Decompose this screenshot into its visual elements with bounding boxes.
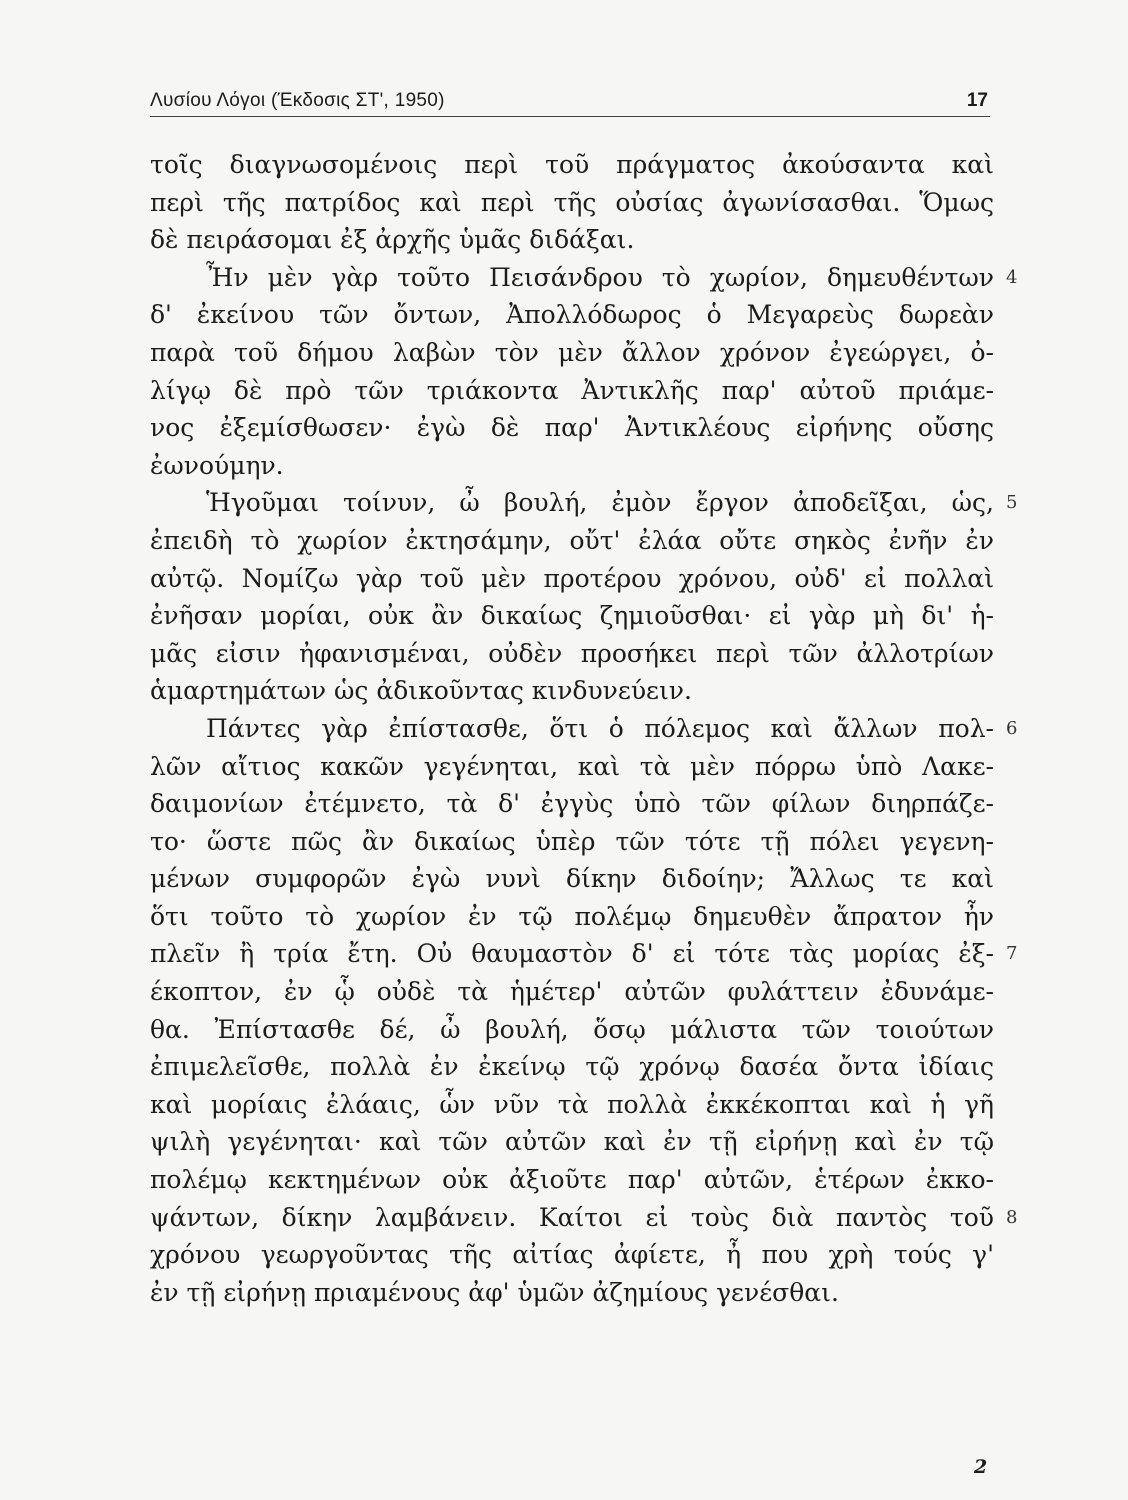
text-line bbox=[150, 898, 994, 936]
line-text: μένων συμφορῶν ἐγὼ νυνὶ δίκην διδοίην; Ἄλλως τε καὶ bbox=[150, 864, 994, 894]
text-line bbox=[150, 146, 994, 184]
text-line bbox=[150, 1236, 994, 1274]
line-text: Ἦν μὲν γὰρ τοῦτο Πεισάνδρου τὸ χωρίον, δημευθέντων bbox=[206, 262, 994, 292]
text-line bbox=[150, 823, 994, 861]
line-text: πολέμῳ κεκτημένων οὐκ ἀξιοῦτε παρ' αὐτῶν, ἑτέρων ἐκκο- bbox=[150, 1165, 994, 1195]
line-text: αὐτῷ. Νομίζω γὰρ τοῦ μὲν προτέρου χρόνου, οὐδ' εἰ πολλαὶ bbox=[150, 563, 994, 593]
text-line bbox=[150, 860, 994, 898]
text-line bbox=[150, 672, 994, 710]
text-line bbox=[150, 447, 994, 485]
text-line bbox=[150, 635, 994, 673]
header-title: Λυσίου Λόγοι (Έκδοσις ΣΤ', 1950) bbox=[150, 90, 445, 111]
text-line bbox=[150, 785, 994, 823]
section-number: 6 bbox=[1006, 717, 1018, 739]
line-text: το· ὥστε πῶς ἂν δικαίως ὑπὲρ τῶν τότε τῇ πόλει γεγενη- bbox=[150, 826, 994, 856]
text-line bbox=[150, 597, 994, 635]
text-line bbox=[150, 748, 994, 786]
text-line bbox=[150, 560, 994, 598]
section-number: 5 bbox=[1006, 492, 1018, 514]
line-text: ἐπιμελεῖσθε, πολλὰ ἐν ἐκείνῳ τῷ χρόνῳ δασέα ὄντα ἰδίαις bbox=[150, 1052, 994, 1082]
text-line bbox=[150, 409, 994, 447]
line-text: δ' ἐκείνου τῶν ὄντων, Ἀπολλόδωρος ὁ Μεγαρεὺς δωρεὰν bbox=[150, 300, 994, 330]
text-line bbox=[150, 184, 994, 222]
line-text: πλεῖν ἢ τρία ἔτη. Οὐ θαυμαστὸν δ' εἰ τότε τὰς μορίας ἐξ- bbox=[150, 939, 994, 969]
text-line bbox=[150, 259, 1018, 297]
text-line bbox=[150, 221, 994, 259]
text-line bbox=[150, 372, 994, 410]
text-line bbox=[150, 935, 1018, 973]
text-line bbox=[150, 1199, 1018, 1237]
line-text: ψιλὴ γεγένηται· καὶ τῶν αὐτῶν καὶ ἐν τῇ εἰρήνῃ καὶ ἐν τῷ bbox=[150, 1127, 994, 1157]
line-text: τοῖς διαγνωσομένοις περὶ τοῦ πράγματος ἀκούσαντα καὶ bbox=[150, 150, 994, 179]
text-line bbox=[150, 334, 994, 372]
text-line bbox=[150, 1274, 994, 1312]
body-text bbox=[150, 146, 1018, 1311]
line-text: δὲ πειράσομαι ἐξ ἀρχῆς ὑμᾶς διδάξαι. bbox=[150, 225, 635, 255]
line-text: Πάντες γὰρ ἐπίστασθε, ὅτι ὁ πόλεμος καὶ ἄλλων πολ- bbox=[206, 713, 994, 743]
line-text: περὶ τῆς πατρίδος καὶ περὶ τῆς οὐσίας ἀγωνίσασθαι. Ὅμως bbox=[150, 187, 994, 217]
line-text: μᾶς εἰσιν ἠφανισμέναι, οὐδὲν προσήκει περὶ τῶν ἀλλοτρίων bbox=[150, 638, 994, 668]
line-text: παρὰ τοῦ δήμου λαβὼν τὸν μὲν ἄλλον χρόνον ἐγεώργει, ὀ- bbox=[150, 337, 994, 367]
line-text: ἐν τῇ εἰρήνῃ πριαμένους ἀφ' ὑμῶν ἀζημίους γενέσθαι. bbox=[150, 1277, 839, 1307]
line-text: ἐπειδὴ τὸ χωρίον ἐκτησάμην, οὔτ' ἐλάα οὔτε σηκὸς ἐνῆν ἐν bbox=[150, 525, 994, 555]
text-line bbox=[150, 1011, 994, 1049]
line-text: ἐνῆσαν μορίαι, οὐκ ἂν δικαίως ζημιοῦσθαι· εἰ γὰρ μὴ δι' ἡ- bbox=[150, 601, 994, 631]
line-text: λῶν αἴτιος κακῶν γεγένηται, καὶ τὰ μὲν πόρρω ὑπὸ Λακε- bbox=[150, 751, 994, 781]
line-text: καὶ μορίαις ἐλάαις, ὧν νῦν τὰ πολλὰ ἐκκέκοπται καὶ ἡ γῆ bbox=[150, 1089, 994, 1119]
line-text: δαιμονίων ἐτέμνετο, τὰ δ' ἐγγὺς ὑπὸ τῶν φίλων διηρπάζε- bbox=[150, 789, 994, 819]
section-number: 8 bbox=[1006, 1206, 1018, 1228]
text-line bbox=[150, 1123, 994, 1161]
line-text: ὅτι τοῦτο τὸ χωρίον ἐν τῷ πολέμῳ δημευθὲν ἄπρατον ἦν bbox=[150, 901, 994, 931]
line-text: θα. Ἐπίστασθε δέ, ὦ βουλή, ὅσῳ μάλιστα τῶν τοιούτων bbox=[150, 1014, 994, 1044]
signature-mark: 2 bbox=[974, 1456, 988, 1478]
text-line bbox=[150, 973, 994, 1011]
line-text: Ἡγοῦμαι τοίνυν, ὦ βουλή, ἐμὸν ἔργον ἀποδεῖξαι, ὡς, bbox=[206, 488, 994, 518]
line-text: ἐωνούμην. bbox=[150, 450, 284, 480]
line-text: ἁμαρτημάτων ὡς ἀδικοῦντας κινδυνεύειν. bbox=[150, 676, 692, 706]
page-number: 17 bbox=[966, 90, 988, 111]
line-text: χρόνου γεωργοῦντας τῆς αἰτίας ἀφίετε, ἦ που χρὴ τούς γ' bbox=[150, 1240, 994, 1270]
text-line bbox=[150, 710, 1018, 748]
line-text: έκοπτον, ἐν ᾧ οὐδὲ τὰ ἡμέτερ' αὐτῶν φυλάττειν ἐδυνάμε- bbox=[150, 977, 994, 1007]
text-line bbox=[150, 1048, 994, 1086]
text-line bbox=[150, 1161, 994, 1199]
text-line bbox=[150, 484, 1018, 522]
text-line bbox=[150, 522, 994, 560]
line-text: λίγῳ δὲ πρὸ τῶν τριάκοντα Ἀντικλῆς παρ' αὐτοῦ πριάμε- bbox=[150, 375, 994, 405]
line-text: νος ἐξεμίσθωσεν· ἐγὼ δὲ παρ' Ἀντικλέους εἰρήνης οὔσης bbox=[150, 413, 994, 443]
running-header bbox=[150, 86, 990, 117]
text-line bbox=[150, 296, 994, 334]
text-line bbox=[150, 1086, 994, 1124]
line-text: ψάντων, δίκην λαμβάνειν. Καίτοι εἰ τοὺς διὰ παντὸς τοῦ bbox=[150, 1202, 994, 1232]
section-number: 7 bbox=[1006, 943, 1018, 965]
section-number: 4 bbox=[1006, 266, 1018, 288]
